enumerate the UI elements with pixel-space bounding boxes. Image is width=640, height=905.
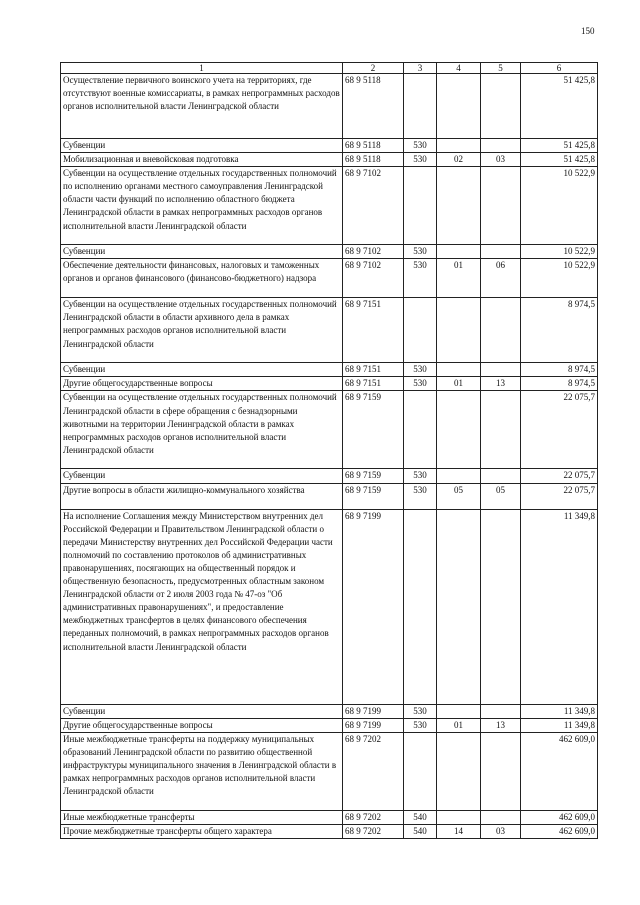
table-row xyxy=(61,377,598,391)
cell-expense-type xyxy=(404,391,437,469)
cell-target-code: 68 9 7199 xyxy=(343,718,404,732)
header-row xyxy=(61,63,598,74)
table-row xyxy=(61,245,598,259)
cell-section xyxy=(437,704,481,718)
cell-expense-type: 530 xyxy=(404,153,437,167)
cell-section: 01 xyxy=(437,259,481,298)
cell-expense-type: 530 xyxy=(404,469,437,483)
cell-subsection xyxy=(481,732,521,810)
cell-amount: 22 075,7 xyxy=(521,483,598,509)
cell-amount: 8 974,5 xyxy=(521,298,598,363)
cell-section xyxy=(437,732,481,810)
cell-subsection: 13 xyxy=(481,718,521,732)
table-row xyxy=(61,139,598,153)
header-cell: 2 xyxy=(343,63,404,74)
cell-subsection xyxy=(481,469,521,483)
cell-target-code: 68 9 7159 xyxy=(343,469,404,483)
cell-subsection xyxy=(481,363,521,377)
table-row xyxy=(61,259,598,298)
cell-expense-type: 530 xyxy=(404,704,437,718)
table-row xyxy=(61,74,598,139)
cell-target-code: 68 9 7151 xyxy=(343,298,404,363)
cell-amount: 10 522,9 xyxy=(521,259,598,298)
cell-expense-type: 530 xyxy=(404,483,437,509)
cell-subsection xyxy=(481,509,521,704)
cell-description: На исполнение Соглашения между Министерством внутренних дел Российской Федерации и Правительством Ленинградской области о передачи Министерству внутренних дел Российской Федерации части полномочий по составлению протоколов об административных правонарушениях, посягающих на общественный порядок и общественную безопасность, предусмотренных областным законом Ленинградской области от 2 июля 2003 года № 47-оз "Об административных правонарушениях", и предоставление межбюджетных трансфертов в целях финансового обеспечения переданных полномочий, в рамках непрограммных расходов органов исполнительной власти Ленинградской области xyxy=(61,509,343,704)
cell-expense-type: 530 xyxy=(404,377,437,391)
header-cell: 6 xyxy=(521,63,598,74)
table-row xyxy=(61,810,598,824)
cell-target-code: 68 9 7202 xyxy=(343,824,404,838)
cell-section xyxy=(437,469,481,483)
cell-section: 14 xyxy=(437,824,481,838)
budget-table xyxy=(60,62,598,839)
cell-target-code: 68 9 7102 xyxy=(343,259,404,298)
cell-target-code: 68 9 7102 xyxy=(343,167,404,245)
cell-target-code: 68 9 7202 xyxy=(343,732,404,810)
page-number: 150 xyxy=(581,26,595,36)
cell-expense-type: 540 xyxy=(404,810,437,824)
cell-subsection xyxy=(481,74,521,139)
cell-target-code: 68 9 7151 xyxy=(343,377,404,391)
table-row xyxy=(61,167,598,245)
cell-description: Субвенции на осуществление отдельных государственных полномочий по исполнению органами местного самоуправления Ленинградской области части функций по исполнению областного бюджета Ленинградской области в рамках непрограммных расходов органов исполнительной власти Ленинградской области xyxy=(61,167,343,245)
cell-description: Мобилизационная и вневойсковая подготовка xyxy=(61,153,343,167)
cell-target-code: 68 9 7159 xyxy=(343,483,404,509)
cell-target-code: 68 9 7159 xyxy=(343,391,404,469)
cell-section xyxy=(437,167,481,245)
header-cell: 1 xyxy=(61,63,343,74)
cell-description: Другие вопросы в области жилищно-коммунального хозяйства xyxy=(61,483,343,509)
cell-section xyxy=(437,139,481,153)
table-row xyxy=(61,363,598,377)
cell-subsection xyxy=(481,139,521,153)
cell-subsection xyxy=(481,298,521,363)
cell-section xyxy=(437,509,481,704)
table-row xyxy=(61,509,598,704)
cell-subsection xyxy=(481,167,521,245)
table-row xyxy=(61,732,598,810)
table-row xyxy=(61,298,598,363)
table-row xyxy=(61,718,598,732)
cell-amount: 11 349,8 xyxy=(521,509,598,704)
cell-expense-type xyxy=(404,298,437,363)
cell-description: Иные межбюджетные трансферты xyxy=(61,810,343,824)
cell-amount: 22 075,7 xyxy=(521,469,598,483)
cell-description: Субвенции xyxy=(61,363,343,377)
cell-expense-type: 530 xyxy=(404,718,437,732)
cell-amount: 22 075,7 xyxy=(521,391,598,469)
cell-target-code: 68 9 7199 xyxy=(343,704,404,718)
table-body xyxy=(61,74,598,839)
cell-description: Субвенции xyxy=(61,704,343,718)
cell-target-code: 68 9 5118 xyxy=(343,153,404,167)
header-cell: 3 xyxy=(404,63,437,74)
cell-expense-type: 530 xyxy=(404,139,437,153)
cell-description: Прочие межбюджетные трансферты общего характера xyxy=(61,824,343,838)
cell-description: Субвенции xyxy=(61,469,343,483)
cell-section xyxy=(437,74,481,139)
header-cell: 5 xyxy=(481,63,521,74)
cell-description: Субвенции на осуществление отдельных государственных полномочий Ленинградской области в сфере обращения с безнадзорными животными на территории Ленинградской области в рамках непрограммных расходов органов исполнительной власти Ленинградской области xyxy=(61,391,343,469)
cell-description: Осуществление первичного воинского учета на территориях, где отсутствуют военные комиссариаты, в рамках непрограммных расходов органов исполнительной власти Ленинградской области xyxy=(61,74,343,139)
cell-subsection: 06 xyxy=(481,259,521,298)
cell-description: Другие общегосударственные вопросы xyxy=(61,718,343,732)
cell-subsection xyxy=(481,704,521,718)
cell-amount: 51 425,8 xyxy=(521,153,598,167)
cell-subsection: 03 xyxy=(481,153,521,167)
cell-subsection: 03 xyxy=(481,824,521,838)
cell-amount: 462 609,0 xyxy=(521,824,598,838)
cell-expense-type: 540 xyxy=(404,824,437,838)
cell-expense-type xyxy=(404,509,437,704)
cell-description: Обеспечение деятельности финансовых, налоговых и таможенных органов и органов финансового (финансово-бюджетного) надзора xyxy=(61,259,343,298)
cell-target-code: 68 9 7102 xyxy=(343,245,404,259)
cell-section xyxy=(437,391,481,469)
cell-target-code: 68 9 7199 xyxy=(343,509,404,704)
cell-amount: 11 349,8 xyxy=(521,718,598,732)
cell-section xyxy=(437,245,481,259)
cell-expense-type xyxy=(404,74,437,139)
cell-section: 01 xyxy=(437,718,481,732)
cell-target-code: 68 9 5118 xyxy=(343,74,404,139)
cell-description: Субвенции на осуществление отдельных государственных полномочий Ленинградской области в области архивного дела в рамках непрограммных расходов органов исполнительной власти Ленинградской области xyxy=(61,298,343,363)
cell-section: 05 xyxy=(437,483,481,509)
cell-expense-type: 530 xyxy=(404,259,437,298)
cell-expense-type xyxy=(404,167,437,245)
cell-description: Субвенции xyxy=(61,139,343,153)
cell-subsection xyxy=(481,810,521,824)
cell-description: Иные межбюджетные трансферты на поддержку муниципальных образований Ленинградской области по развитию общественной инфраструктуры муниципального значения в Ленинградской области в рамках непрограммных расходов органов исполнительной власти Ленинградской области xyxy=(61,732,343,810)
cell-subsection: 13 xyxy=(481,377,521,391)
cell-expense-type: 530 xyxy=(404,245,437,259)
cell-subsection: 05 xyxy=(481,483,521,509)
cell-target-code: 68 9 5118 xyxy=(343,139,404,153)
table-row xyxy=(61,153,598,167)
cell-amount: 8 974,5 xyxy=(521,363,598,377)
cell-expense-type: 530 xyxy=(404,363,437,377)
table-row xyxy=(61,469,598,483)
cell-description: Субвенции xyxy=(61,245,343,259)
cell-section: 01 xyxy=(437,377,481,391)
cell-amount: 51 425,8 xyxy=(521,74,598,139)
cell-amount: 11 349,8 xyxy=(521,704,598,718)
cell-section xyxy=(437,363,481,377)
cell-description: Другие общегосударственные вопросы xyxy=(61,377,343,391)
cell-target-code: 68 9 7151 xyxy=(343,363,404,377)
cell-amount: 10 522,9 xyxy=(521,245,598,259)
cell-section xyxy=(437,810,481,824)
cell-amount: 51 425,8 xyxy=(521,139,598,153)
cell-section xyxy=(437,298,481,363)
cell-amount: 462 609,0 xyxy=(521,810,598,824)
table-row xyxy=(61,824,598,838)
cell-subsection xyxy=(481,391,521,469)
table-row xyxy=(61,704,598,718)
table-row xyxy=(61,483,598,509)
cell-expense-type xyxy=(404,732,437,810)
cell-subsection xyxy=(481,245,521,259)
cell-amount: 10 522,9 xyxy=(521,167,598,245)
table-row xyxy=(61,391,598,469)
cell-amount: 8 974,5 xyxy=(521,377,598,391)
cell-target-code: 68 9 7202 xyxy=(343,810,404,824)
cell-section: 02 xyxy=(437,153,481,167)
header-cell: 4 xyxy=(437,63,481,74)
cell-amount: 462 609,0 xyxy=(521,732,598,810)
